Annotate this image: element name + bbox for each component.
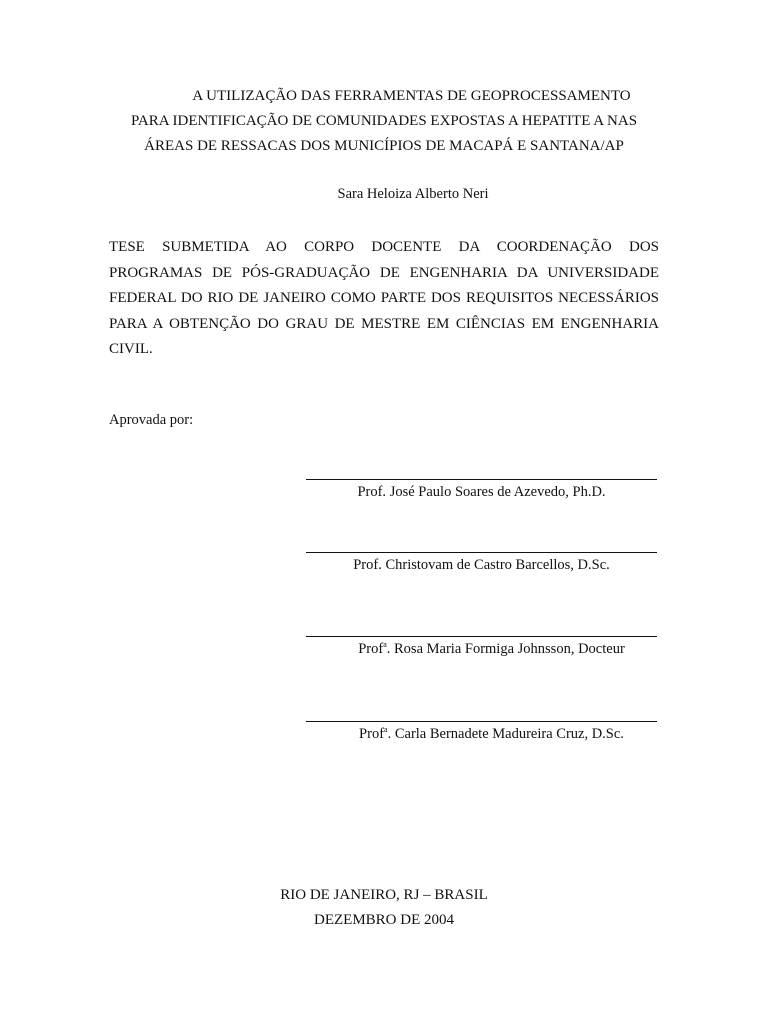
signature-line	[306, 552, 657, 553]
thesis-statement: TESE SUBMETIDA AO CORPO DOCENTE DA COORDENAÇÃO DOS PROGRAMAS DE PÓS-GRADUAÇÃO DE ENGENHARIA DA UNIVERSIDADE FEDERAL DO RIO DE JANEIRO COMO PARTE DOS REQUISITOS NECESSÁRIOS PARA A OBTENÇÃO DO GRAU DE MESTRE EM CIÊNCIAS EM ENGENHARIA CIVIL.	[109, 239, 659, 357]
signature-block	[306, 636, 657, 658]
committee-member-name: Prof$^a$. Carla Bernadete Madureira Cruz, D.Sc.	[359, 725, 624, 742]
title-line-1: A UTILIZAÇÃO DAS FERRAMENTAS DE GEOPROCESSAMENTO	[192, 88, 631, 104]
author-name: Sara Heloiza Alberto Neri	[337, 186, 489, 202]
thesis-title	[100, 84, 668, 159]
place-line: RIO DE JANEIRO, RJ – BRASIL	[280, 887, 488, 903]
place-and-date	[0, 883, 768, 933]
date-line: DEZEMBRO DE 2004	[314, 912, 454, 928]
signature-block	[306, 721, 657, 743]
approved-by-label: Aprovada por:	[109, 412, 194, 428]
committee-member-name: Prof. Christovam de Castro Barcellos, D.Sc.	[353, 557, 610, 573]
title-line-3: ÁREAS DE RESSACAS DOS MUNICÍPIOS DE MACAPÁ E SANTANA/AP	[144, 138, 624, 154]
signature-line	[306, 636, 657, 637]
title-line-2: PARA IDENTIFICAÇÃO DE COMUNIDADES EXPOSTAS A HEPATITE A NAS	[130, 113, 638, 129]
signature-block	[306, 552, 657, 574]
signature-block	[306, 479, 657, 501]
signature-line	[306, 721, 657, 722]
signature-line	[306, 479, 657, 480]
committee-member-name: Prof$^a$. Rosa Maria Formiga Johnsson, Docteur	[358, 640, 625, 657]
committee-member-name: Prof. José Paulo Soares de Azevedo, Ph.D.	[357, 484, 606, 500]
